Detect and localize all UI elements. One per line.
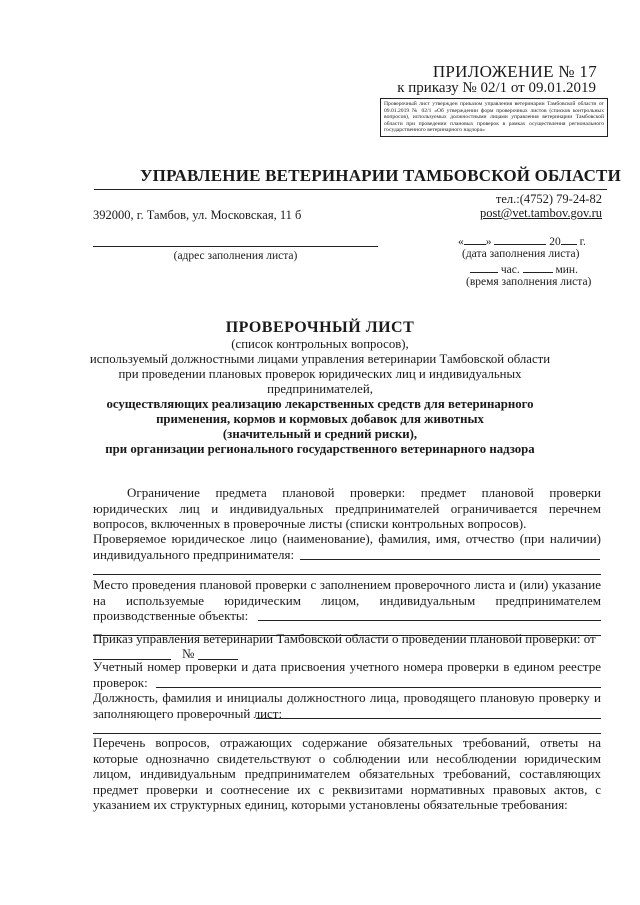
appendix-order: к приказу № 02/1 от 09.01.2019 [397,80,596,96]
time-hours-field[interactable] [470,262,498,273]
appendix-title: ПРИЛОЖЕНИЕ № 17 [432,62,597,81]
inspector-fill-line-2[interactable] [93,733,601,734]
time-hours-label: час. [500,264,520,276]
inspection-location-paragraph: Место проведения плановой проверки с заполнением проверочного листа и (или) указание на используемые юридическим лицом, индивидуальным предпринимателем производственные объекты: [93,577,601,623]
heading-line-5: осуществляющих реализацию лекарственных средств для ветеринарного [106,397,534,411]
date-year-prefix: 20 [549,236,561,248]
date-day-field[interactable] [464,234,486,245]
heading-line-8: при организации регионального государственного ветеринарного надзора [105,442,535,456]
inspector-paragraph: Должность, фамилия и инициалы должностного лица, проводящего плановую проверку и заполняющего проверочный лист: [93,690,601,721]
requirements-list-paragraph: Перечень вопросов, отражающих содержание обязательных требований, ответы на которые однозначно свидетельствуют о соблюдении или несоблюдении юридическим лицом, индивидуальным предпринимателем обязательных требований, составляющих предмет проверки и соотнесение их с реквизитами нормативных правовых актов, с указанием их структурных единиц, которыми установлены обязательные требования: [93,735,601,812]
order-number-label: № [182,646,195,661]
date-caption: (дата заполнения листа) [462,248,580,260]
heading-line-4: предпринимателей, [267,382,373,396]
heading-line-3: при проведении плановых проверок юридических лиц и индивидуальных [118,367,522,381]
time-minutes-label: мин. [555,264,578,276]
date-month-field[interactable] [494,234,546,245]
scope-limitation-paragraph: Ограничение предмета плановой проверки: предмет плановой проверки юридических лиц и индивидуальных предпринимателей ограничивается перечнем вопросов, включенных в проверочные листы (списки контрольных вопросов). [93,485,601,531]
heading-line-7: (значительный и средний риски), [222,427,418,441]
address-fill-line[interactable] [93,246,378,247]
inspected-entity-fill-line[interactable] [300,559,600,560]
document-title: ПРОВЕРОЧНЫЙ ЛИСТ [225,319,415,336]
inspected-entity-fill-line-2[interactable] [93,574,601,575]
organization-address: 392000, г. Тамбов, ул. Московская, 11 б [93,208,302,222]
approval-note-box: Проверочный лист утвержден приказом управления ветеринарии Тамбовской области от 09.01.2019 № 02/1 «Об утверждении форм проверочных листов (списков контрольных вопросов), используемых должностными лицами управления ветеринарии Тамбовской области при проведении плановых проверок в рамках осуществления регионального государственного ветеринарного надзора» [380,98,608,137]
time-minutes-field[interactable] [523,262,553,273]
inspected-entity-paragraph: Проверяемое юридическое лицо (наименование), фамилия, имя, отчество (при наличии) индивидуального предпринимателя: [93,531,601,562]
heading-line-2: используемый должностными лицами управления ветеринарии Тамбовской области [89,352,551,366]
date-fill-row[interactable] [458,234,608,248]
registration-number-fill-line[interactable] [156,687,601,688]
time-fill-row[interactable] [470,262,578,276]
heading-line-6: применения, кормов и кормовых добавок для животных [156,412,484,426]
inspection-location-fill-line[interactable] [258,620,601,621]
heading-line-1: (список контрольных вопросов), [231,337,409,351]
date-quote-open: « [458,236,464,248]
date-quote-close: » [485,236,492,248]
date-year-suffix: г. [579,236,586,248]
header-divider [94,189,607,190]
organization-phone: тел.:(4752) 79-24-82 [495,192,602,206]
organization-email: post@vet.tambov.gov.ru [479,206,602,220]
registration-number-paragraph: Учетный номер проверки и дата присвоения учетного номера проверки в едином реестре проверок: [93,659,601,690]
address-caption: (адрес заполнения листа) [173,250,298,262]
date-year-field[interactable] [561,234,577,245]
inspector-fill-line[interactable] [256,718,601,719]
organization-name: УПРАВЛЕНИЕ ВЕТЕРИНАРИИ ТАМБОВСКОЙ ОБЛАСТИ [140,166,622,185]
time-caption: (время заполнения листа) [466,276,592,288]
order-reference-paragraph: Приказ управления ветеринарии Тамбовской области о проведении плановой проверки: от [93,631,596,646]
